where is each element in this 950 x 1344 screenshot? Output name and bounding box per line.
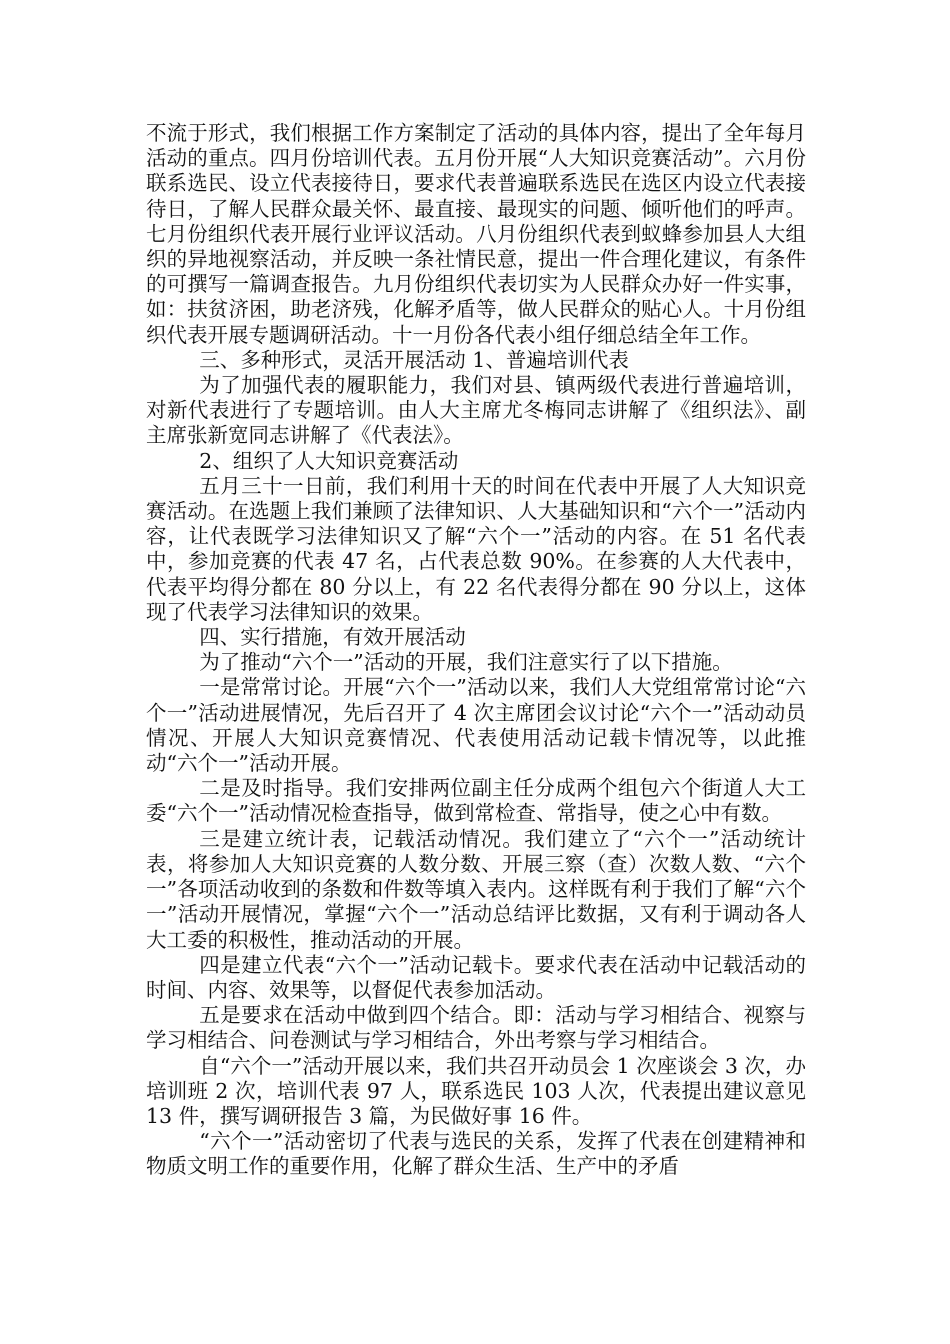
section-heading-three: 三、多种形式，灵活开展活动 1、普遍培训代表 <box>199 347 629 372</box>
paragraph-competition: 五月三十一日前，我们利用十天的时间在代表中开展了人大知识竞赛活动。在选题上我们兼顾了法律知识、人大基础知识和“六个一”活动内容，让代表既学习法律知识又了解“六个一”活动的内容。在 51 名代表中，参加竞赛的代表 47 名，占代表总数 90%。在参赛的人大代表中，代表平均得分都在 80 分以上，有 22 名代表得分都在 90 分以上，这体现了代表学习法律知识的效果。 <box>146 473 806 624</box>
paragraph-measure-five: 五是要求在活动中做到四个结合。即：活动与学习相结合、视察与学习相结合、问卷测试与学习相结合，外出考察与学习相结合。 <box>146 1003 806 1053</box>
document-page <box>146 121 813 1180</box>
paragraph-effects: “六个一”活动密切了代表与选民的关系，发挥了代表在创建精神和物质文明工作的重要作用，化解了群众生活、生产中的矛盾 <box>146 1129 806 1179</box>
paragraph-statistics: 自“六个一”活动开展以来，我们共召开动员会 1 次座谈会 3 次，办培训班 2 次，培训代表 97 人，联系选民 103 人次，代表提出建议意见 13 件，撰写调研报告 3 篇，为民做好事 16 件。 <box>146 1053 813 1128</box>
section-heading-four: 四、实行措施，有效开展活动 <box>199 625 466 650</box>
paragraph-measures-intro: 为了推动“六个一”活动的开展，我们注意实行了以下措施。 <box>199 650 733 675</box>
paragraph-measure-three: 三是建立统计表，记载活动情况。我们建立了“六个一”活动统计表，将参加人大知识竞赛的人数分数、开展三察（查）次数人数、“六个一”各项活动收到的条数和件数等填入表内。这样既有利于我们了解“六个一”活动开展情况，掌握“六个一”活动总结评比数据，又有利于调动各人大工委的积极性，推动活动的开展。 <box>146 826 806 952</box>
paragraph-measure-two: 二是及时指导。我们安排两位副主任分成两个组包六个街道人大工委“六个一”活动情况检查指导，做到常检查、常指导，使之心中有数。 <box>146 776 806 826</box>
paragraph-work-plan: 不流于形式，我们根据工作方案制定了活动的具体内容，提出了全年每月活动的重点。四月份培训代表。五月份开展“人大知识竞赛活动”。六月份联系选民、设立代表接待日，要求代表普遍联系选民在选区内设立代表接待日，了解人民群众最关怀、最直接、最现实的问题、倾听他们的呼声。七月份组织代表开展行业评议活动。八月份组织代表到蚁蜂参加县人大组织的异地视察活动，并反映一条社情民意，提出一件合理化建议，有条件的可撰写一篇调查报告。九月份组织代表切实为人民群众办好一件实事，如：扶贫济困，助老济残，化解矛盾等，做人民群众的贴心人。十月份组织代表开展专题调研活动。十一月份各代表小组仔细总结全年工作。 <box>146 121 806 347</box>
paragraph-measure-four: 四是建立代表“六个一”活动记载卡。要求代表在活动中记载活动的时间、内容、效果等，以督促代表参加活动。 <box>146 952 806 1002</box>
paragraph-measure-one: 一是常常讨论。开展“六个一”活动以来，我们人大党组常常讨论“六个一”活动进展情况，先后召开了 4 次主席团会议讨论“六个一”活动动员情况、开展人大知识竞赛情况、代表使用活动记载卡情况等，以此推动“六个一”活动开展。 <box>146 675 806 776</box>
paragraph-training: 为了加强代表的履职能力，我们对县、镇两级代表进行普遍培训，对新代表进行了专题培训。由人大主席尤冬梅同志讲解了《组织法》、副主席张新宽同志讲解了《代表法》。 <box>146 373 806 448</box>
subheading-competition: 2、组织了人大知识竞赛活动 <box>199 448 459 473</box>
